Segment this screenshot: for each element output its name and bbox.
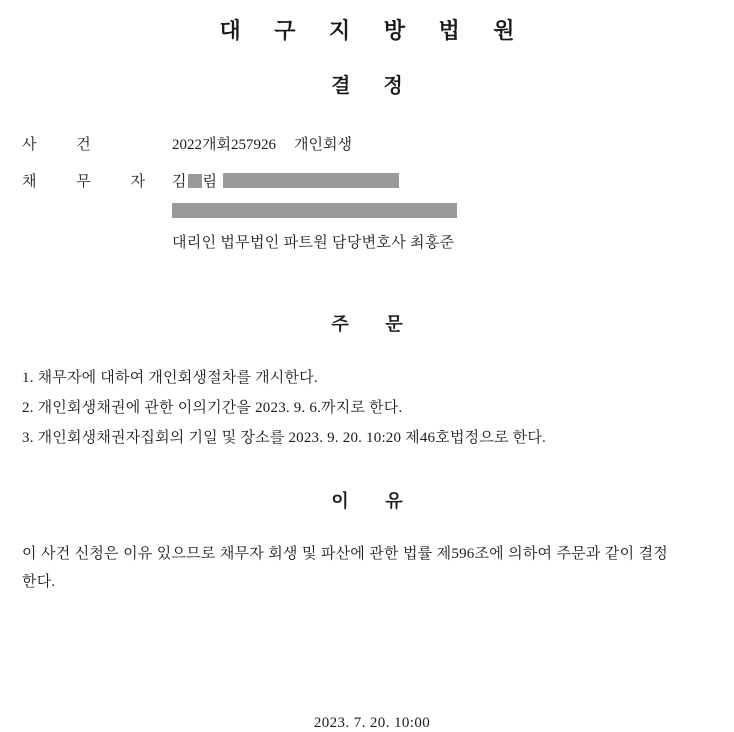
debtor-value bbox=[172, 171, 734, 255]
decision-date: 2023. 7. 20. 10:00 bbox=[313, 714, 431, 731]
reason-heading: 이 유 bbox=[331, 491, 419, 511]
document-type-title: 결 정 bbox=[331, 75, 417, 97]
debtor-label: 채 무 자 bbox=[22, 173, 163, 190]
reason-body: 이 사건 신청은 이유 있으므로 채무자 회생 및 파산에 관한 법률 제596조에 의하여 주문과 같이 결정한다. bbox=[22, 546, 668, 590]
case-number-row bbox=[22, 134, 734, 157]
debtor-name-prefix: 김 bbox=[172, 173, 187, 190]
redaction-block-address-1 bbox=[223, 173, 399, 188]
order-item-3: 3. 개인회생채권자집회의 기일 및 장소를 2023. 9. 20. 10:20 제46호법정으로 한다. bbox=[22, 430, 546, 446]
debtor-name-line bbox=[172, 171, 734, 194]
case-type-text: 개인회생 bbox=[293, 137, 352, 153]
court-name: 대 구 지 방 법 원 bbox=[219, 18, 529, 43]
case-fields bbox=[0, 134, 734, 254]
order-list bbox=[0, 366, 734, 447]
order-item-2: 2. 개인회생채권에 관한 이의기간을 2023. 9. 6.까지로 한다. bbox=[22, 400, 403, 416]
redaction-block-name bbox=[188, 174, 202, 188]
case-number-label: 사 건 bbox=[22, 137, 109, 153]
case-number-value bbox=[172, 134, 734, 157]
order-heading: 주 문 bbox=[331, 314, 419, 334]
redaction-block-address-2 bbox=[172, 203, 457, 218]
debtor-row bbox=[22, 171, 734, 255]
debtor-name-suffix: 림 bbox=[202, 173, 217, 190]
case-number-text: 2022개회257926 bbox=[172, 137, 276, 153]
debtor-address-line-2 bbox=[172, 198, 734, 224]
attorney-line: 대리인 법무법인 파트원 담당변호사 최홍준 bbox=[172, 234, 455, 251]
order-item-1: 1. 채무자에 대하여 개인회생절차를 개시한다. bbox=[22, 370, 318, 386]
